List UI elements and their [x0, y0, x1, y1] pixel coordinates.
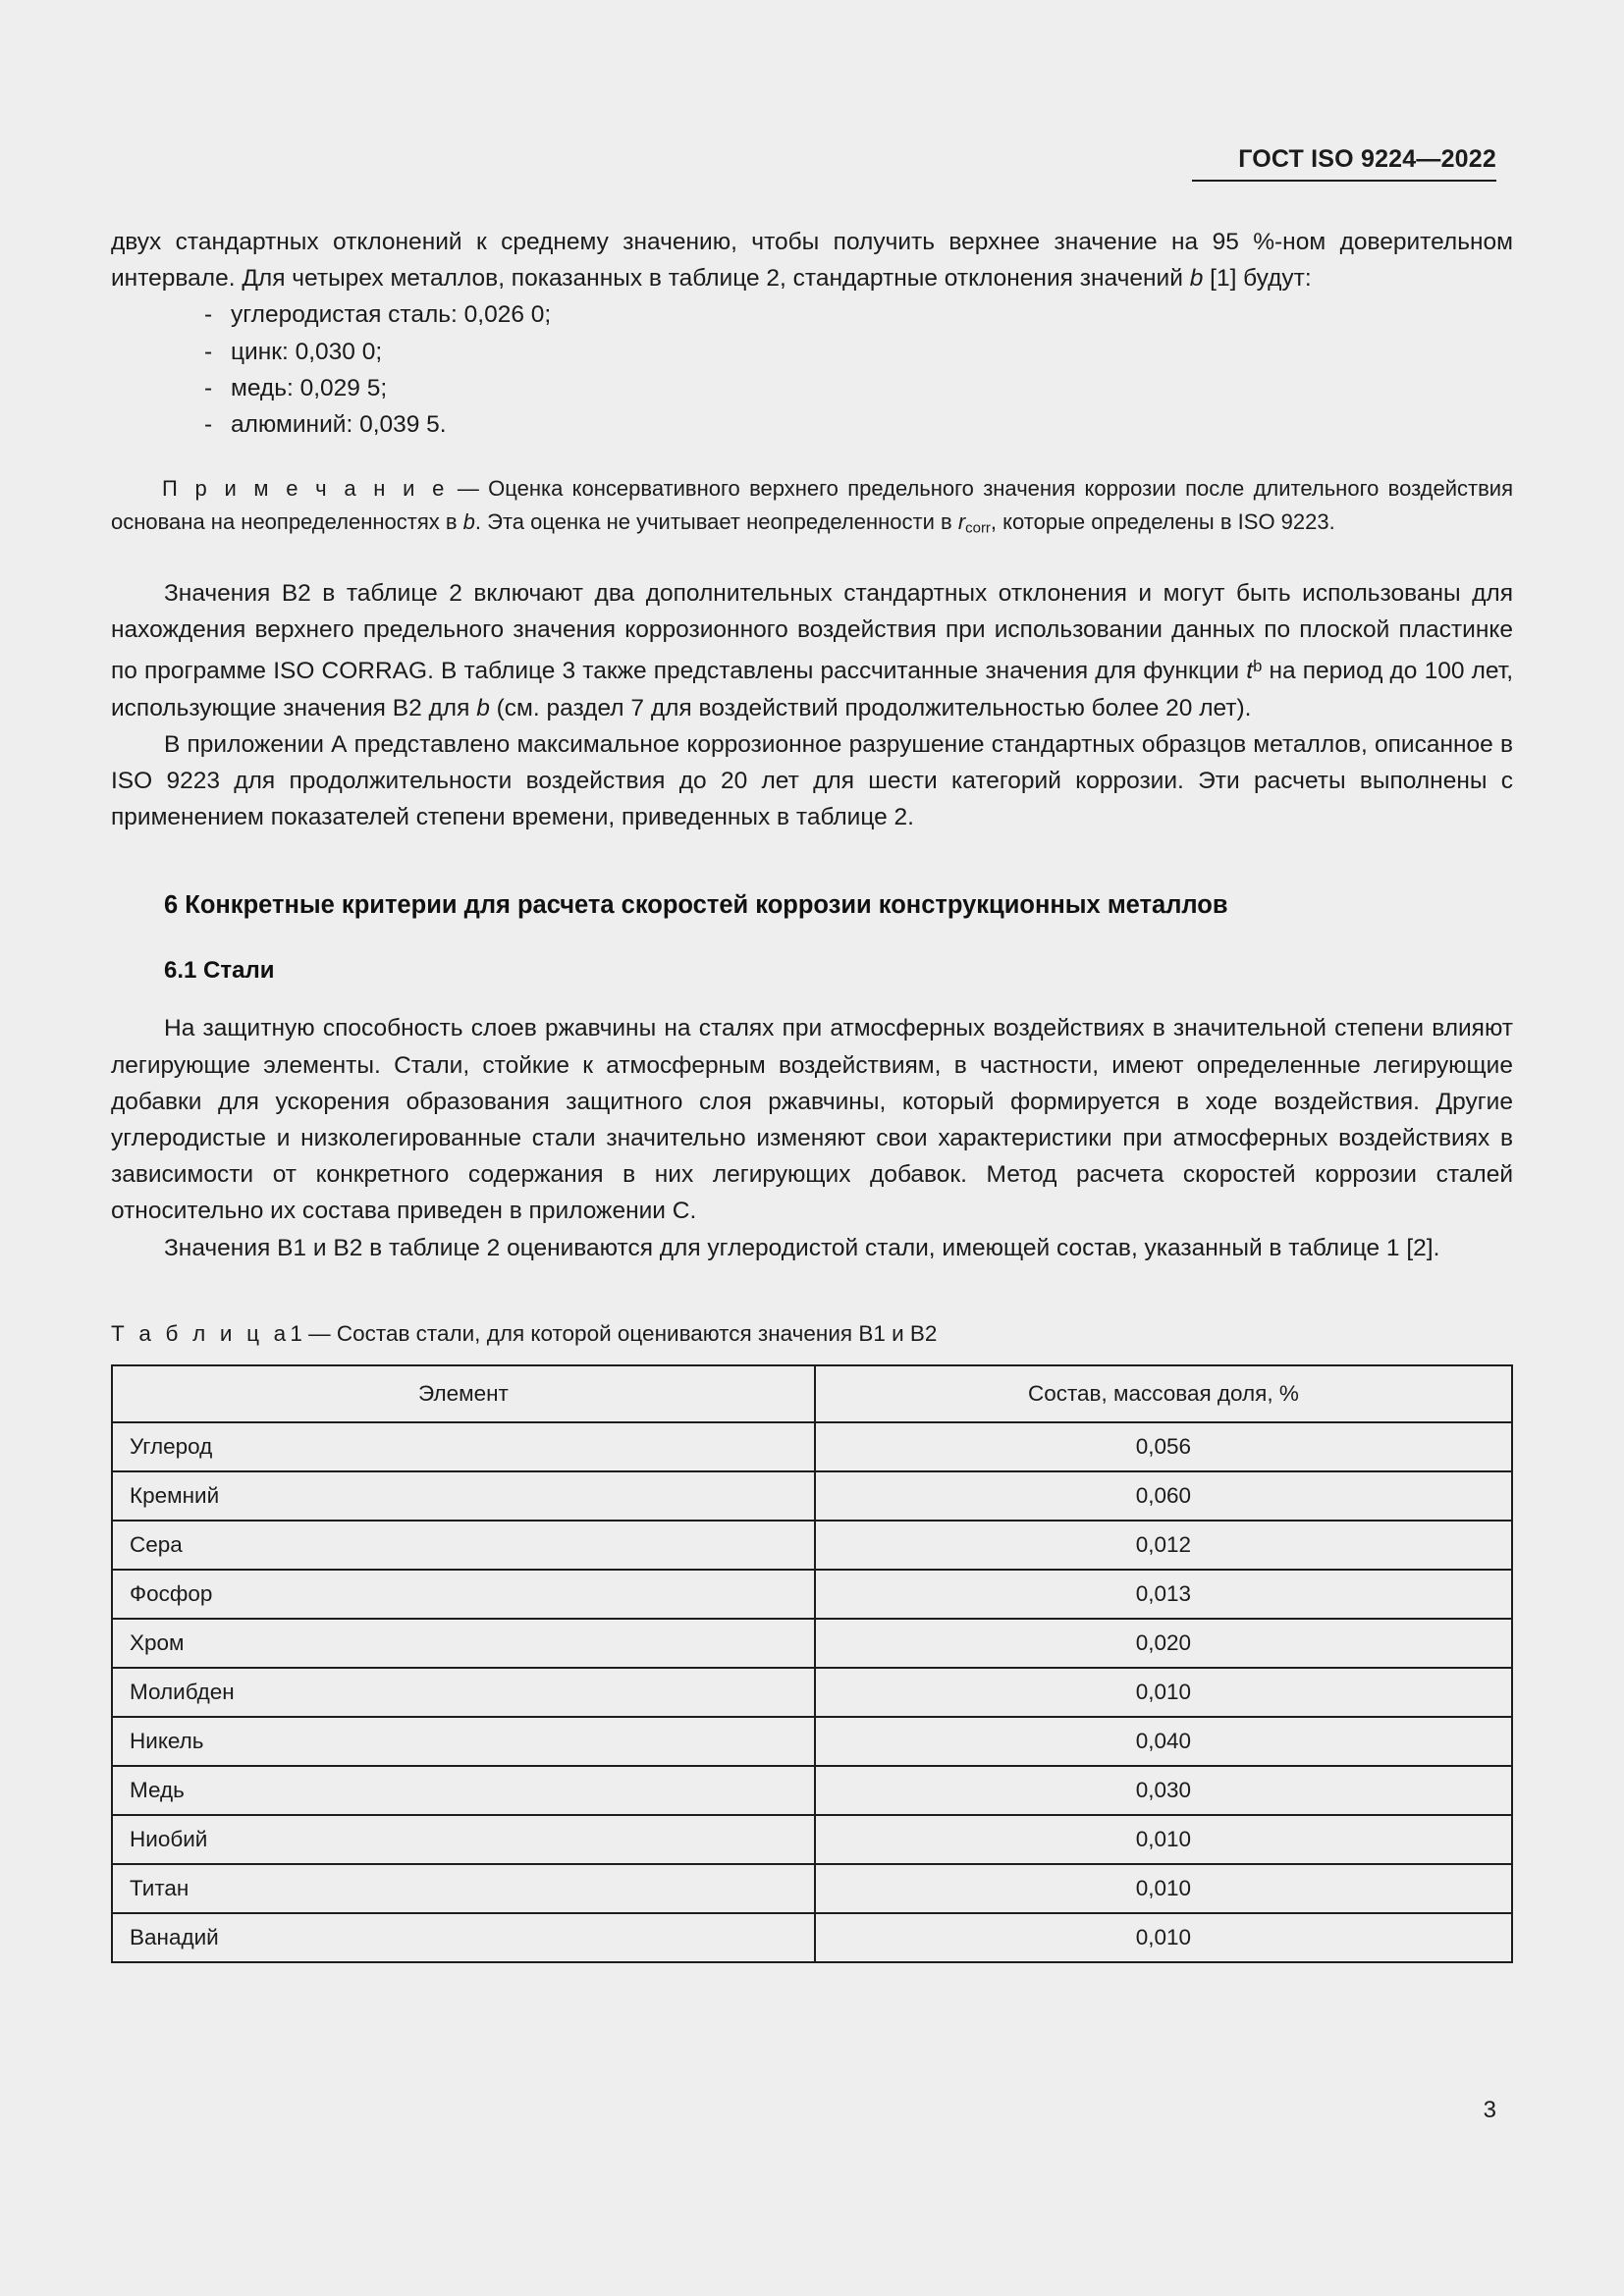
variable-b-italic: b: [476, 694, 490, 721]
paragraph-b2-post: (см. раздел 7 для воздействий продолжительностью более 20 лет).: [489, 694, 1252, 721]
cell-value: 0,056: [815, 1422, 1512, 1471]
cell-value: 0,060: [815, 1471, 1512, 1521]
document-content: [111, 224, 1513, 1963]
table-header-row: [112, 1365, 1512, 1422]
variable-r-italic: r: [957, 509, 966, 535]
table-caption: [111, 1317, 1513, 1351]
cell-element: Ниобий: [112, 1815, 815, 1864]
paragraph-intro-line1: двух стандартных отклонений к среднему значению, чтобы получить верхнее значение на 95 %-ном: [111, 229, 1326, 255]
paragraph-steel-alloying: На защитную способность слоев ржавчины на сталях при атмосферных воздействиях в значительной степени влияют легирующие элементы. Стали, стойкие к атмосферным воздействиям, в частности, имеют определенные легирующие добавки для ускорения образования защитного слоя ржавчины, который формируется в ходе воздействия. Другие углеродистые и низколегированные стали значительно изменяют свои характеристики при атмосферных воздействиях в зависимости от конкретного содержания в них легирующих добавок. Метод расчета скоростей коррозии сталей относительно их состава приведен в приложении С.: [111, 1015, 1513, 1225]
list-item-label: цинк: 0,030 0;: [231, 338, 383, 365]
cell-element: Кремний: [112, 1471, 815, 1521]
note-dash: —: [448, 476, 489, 502]
spacer: [111, 865, 1513, 886]
note-text-part2: . Эта оценка не учитывает неопределенности в: [474, 509, 958, 535]
table-caption-dash: —: [301, 1320, 337, 1346]
paragraph-intro-line3-post: [1] будут:: [1203, 265, 1312, 293]
table-row: [112, 1570, 1512, 1619]
paragraph-b2-pre: Значения В2 в таблице 2 включают два дополнительных стандартных отклонения и могут быть использованы для нахождения верхнего предельного значения коррозионного воздействия при использовании данных по плоской пластинке по программе ISO CORRAG. В таблице 3 также представлены рассчитанные значения для функции: [111, 579, 1513, 685]
table-row: [112, 1766, 1512, 1815]
note-block: [111, 472, 1513, 546]
spacer: [111, 1266, 1513, 1296]
cell-value: 0,010: [815, 1864, 1512, 1913]
list-item: [111, 370, 1513, 406]
table-caption-label: Т а б л и ц а: [111, 1320, 291, 1346]
cell-element: Сера: [112, 1521, 815, 1570]
page-number: 3: [1483, 2097, 1496, 2123]
spacer: [111, 1296, 1513, 1317]
section-heading-6: 6 Конкретные критерии для расчета скоростей коррозии конструкционных металлов: [164, 891, 1228, 920]
column-header-element: Элемент: [112, 1365, 815, 1422]
table-row: [112, 1471, 1512, 1521]
paragraph-b2-values: [111, 575, 1513, 726]
list-item-label: медь: 0,029 5;: [231, 374, 388, 401]
table-row: [112, 1521, 1512, 1570]
variable-t-italic: t: [1246, 658, 1254, 685]
paragraph-intro-line2: доверительном интервале. Для четырех металлов, показанных в таблице 2, стандартные отклонения: [111, 229, 1513, 293]
column-header-composition: Состав, массовая доля, %: [815, 1365, 1512, 1422]
cell-value: 0,040: [815, 1717, 1512, 1766]
paragraph-b1-b2-carbon-steel: Значения В1 и В2 в таблице 2 оцениваются для углеродистой стали, имеющей состав, указанный в таблице 1 [2].: [164, 1234, 1440, 1261]
table-row: [112, 1913, 1512, 1962]
paragraph-intro: [111, 224, 1513, 296]
cell-element: Никель: [112, 1717, 815, 1766]
paragraph-b2-mid: на период до 100 лет, использующие значения В2 для: [111, 658, 1514, 721]
list-item: [111, 334, 1513, 370]
cell-element: Фосфор: [112, 1570, 815, 1619]
table-caption-number: 1: [290, 1320, 302, 1346]
list-item-label: углеродистая сталь: 0,026 0;: [231, 301, 552, 329]
page-header-standard-number: ГОСТ ISO 9224—2022: [1238, 145, 1496, 173]
list-item-label: алюминий: 0,039 5.: [231, 411, 447, 439]
dash-marker-icon: -: [204, 374, 213, 401]
cell-value: 0,010: [815, 1815, 1512, 1864]
cell-value: 0,010: [815, 1668, 1512, 1717]
superscript-b: b: [1253, 657, 1263, 676]
table-row: [112, 1864, 1512, 1913]
table-row: [112, 1668, 1512, 1717]
cell-element: Углерод: [112, 1422, 815, 1471]
section-heading-6-1: 6.1 Стали: [164, 957, 275, 985]
variable-b-italic: b: [1189, 265, 1204, 293]
dash-marker-icon: -: [204, 338, 213, 365]
cell-value: 0,013: [815, 1570, 1512, 1619]
cell-value: 0,012: [815, 1521, 1512, 1570]
list-item: [111, 296, 1513, 333]
table-row: [112, 1717, 1512, 1766]
spacer: [111, 443, 1513, 472]
table-row: [112, 1815, 1512, 1864]
table-row: [112, 1422, 1512, 1471]
note-text-part3: , которые определены в ISO 9223.: [990, 509, 1335, 535]
cell-element: Хром: [112, 1619, 815, 1668]
spacer: [111, 546, 1513, 575]
header-divider-rule: [1192, 180, 1496, 182]
dash-marker-icon: -: [204, 301, 213, 329]
spacer: [111, 835, 1513, 865]
cell-value: 0,020: [815, 1619, 1512, 1668]
cell-element: Титан: [112, 1864, 815, 1913]
cell-element: Ванадий: [112, 1913, 815, 1962]
cell-element: Молибден: [112, 1668, 815, 1717]
table-caption-text: Состав стали, для которой оцениваются значения В1 и В2: [336, 1320, 938, 1346]
list-item: [111, 406, 1513, 443]
steel-composition-table: [111, 1364, 1513, 1963]
cell-value: 0,030: [815, 1766, 1512, 1815]
note-text-part1: Оценка консервативного верхнего предельного значения коррозии после длительного воздействия основана на неопределенностях в: [111, 476, 1513, 535]
deviation-values-list: [111, 296, 1513, 443]
cell-value: 0,010: [815, 1913, 1512, 1962]
spacer: [111, 924, 1513, 953]
table-row: [112, 1619, 1512, 1668]
variable-b-italic: b: [462, 509, 475, 535]
paragraph-annex-a: В приложении А представлено максимальное коррозионное разрушение стандартных образцов металлов, описанное в ISO 9223 для продолжительности воздействия до 20 лет для шести категорий коррозии. Эти расчеты выполнены с применением показателей степени времени, приведенных в таблице 2.: [111, 730, 1513, 831]
dash-marker-icon: -: [204, 411, 213, 439]
paragraph-intro-line3-pre: значений: [1079, 265, 1190, 293]
spacer: [111, 988, 1513, 1010]
note-label: П р и м е ч а н и е: [162, 476, 449, 502]
cell-element: Медь: [112, 1766, 815, 1815]
subscript-corr: corr: [965, 519, 991, 537]
